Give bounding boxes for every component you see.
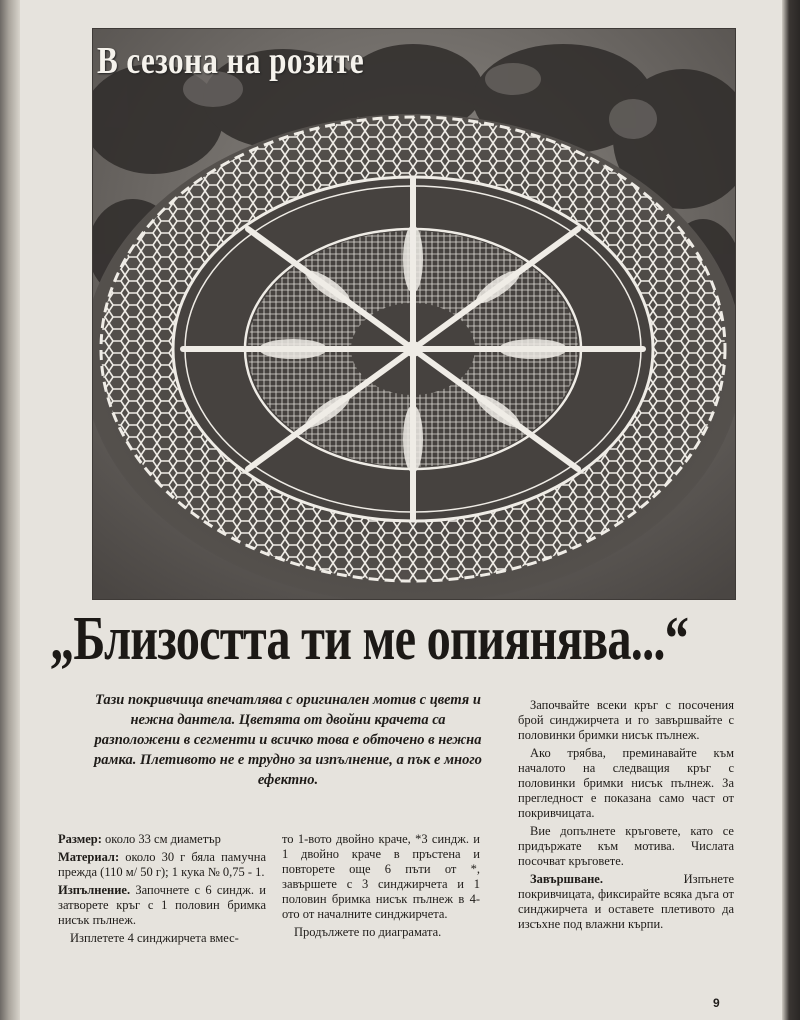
page-number: 9 [713, 996, 720, 1010]
text-column-1 [58, 832, 266, 949]
col3-paragraph-3: Вие допълнете кръговете, като се придържате към мотива. Числата посочват кръговете. [518, 824, 734, 868]
size-label: Размер: [58, 832, 102, 846]
material-label: Материал: [58, 850, 120, 864]
article-lead: Тази покривчица впечатлява с оригинален мотив с цветя и нежна дантела. Цветята от двойни крачета са разположени в сегменти и всичко това е обточено в нежна рамка. Плетивото не е трудно за изпълнение, а пък е много ефектно. [94, 692, 482, 788]
execution-paragraph [58, 883, 266, 928]
col3-paragraph-2: Ако трябва, преминавайте към началото на следващия кръг с половинки бримки нисък пълнеж. За прегледност е показана само част от покривчицата. [518, 746, 734, 820]
photo-title: В сезона на розите [97, 40, 365, 82]
page-edge-shadow [782, 0, 800, 1020]
finish-paragraph [518, 872, 734, 932]
doily-illustration [93, 29, 735, 599]
size-text: около 33 см диаметър [101, 832, 221, 846]
col1-paragraph-4: Изплетете 4 синджирчета вмес- [70, 931, 239, 945]
execution-text: Започнете с 6 синдж. и затворете кръг с 1 половин бримка нисък пълнеж. [58, 883, 266, 927]
finish-text: Изпънете покривчицата, фиксирайте всяка дъга от синджирчета и оставете плетивото да изсъхне под влажни кърпи. [518, 872, 734, 931]
material-paragraph [58, 850, 266, 880]
text-column-3 [518, 698, 734, 935]
col3-paragraph-1: Започвайте всеки кръг с посочения брой синджирчета и го завършвайте с половинки бримки нисък пълнеж. [518, 698, 734, 742]
finish-label: Завършване. [530, 872, 603, 886]
text-column-2 [282, 832, 480, 943]
doily-photo [92, 28, 736, 600]
material-text: около 30 г бяла памучна прежда (110 м/ 50 г); 1 кука № 0,75 - 1. [58, 850, 266, 879]
size-paragraph [58, 832, 266, 847]
col2-paragraph-1: то 1-вото двойно краче, *3 синдж. и 1 двойно краче в пръстена и повторете още 6 пъти от *, завършете с 3 синджирчета и 1 половин бримка нисък пълнеж в 4-ото от началните синджирчета. [282, 832, 480, 921]
col2-paragraph-2: Продължете по диаграмата. [294, 925, 442, 939]
binding-gutter [0, 0, 20, 1020]
execution-label: Изпълнение. [58, 883, 131, 897]
article-headline: „Близостта ти ме опиянява...“ [50, 605, 689, 673]
